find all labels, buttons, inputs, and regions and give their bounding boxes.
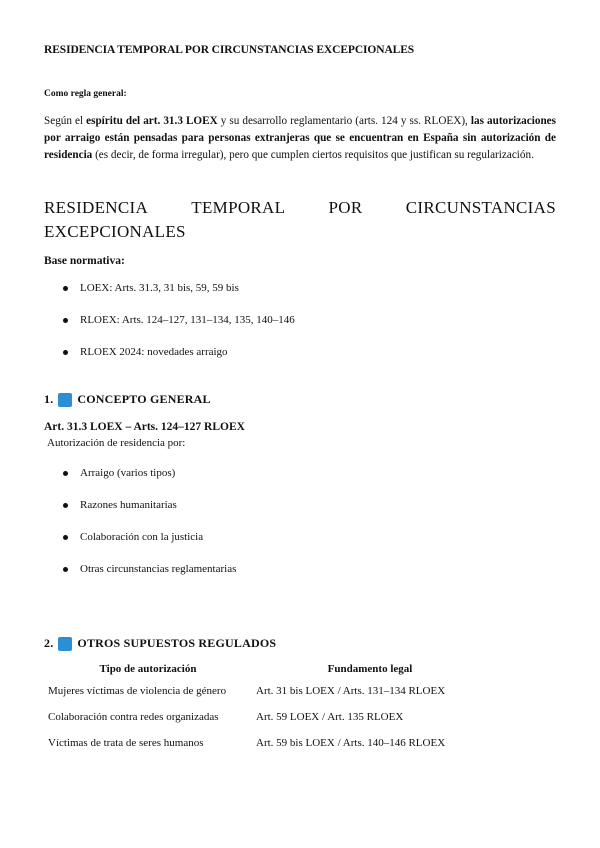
intro-text-2: y su desarrollo reglamentario (arts. 124 y ss. RLOEX), [217,115,471,127]
table-header-cell: Tipo de autorización [99,663,197,675]
table-cell: Art. 31 bis LOEX / Arts. 131–134 RLOEX [256,685,446,697]
base-normativa-label: Base normativa: [44,255,125,267]
list-item: RLOEX: Arts. 124–127, 131–134, 135, 140–146 [44,313,544,345]
base-normativa-list [44,281,544,377]
list-item: LOEX: Arts. 31.3, 31 bis, 59, 59 bis [44,281,544,313]
list-item: Razones humanitarias [44,498,544,530]
section-1-number: 1. [44,392,54,406]
document-title: RESIDENCIA TEMPORAL POR CIRCUNSTANCIAS EXCEPCIONALES [44,44,415,56]
intro-paragraph [44,113,556,164]
section-2-title: OTROS SUPUESTOS REGULADOS [77,636,277,650]
section-1-heading [44,392,211,407]
bullet-dot-icon [63,350,68,355]
intro-bold-2: las autorizaciones por arraigo están pensadas para personas extranjeras que se encuentran en España sin autorización de residencia [44,115,556,161]
section-2-number: 2. [44,636,54,650]
general-rule-label: Como regla general: [44,89,127,99]
intro-text-1: Según el [44,115,87,127]
bullet-dot-icon [63,471,68,476]
bullet-dot-icon [63,503,68,508]
bullet-dot-icon [63,567,68,572]
heading-word-1: RESIDENCIA [44,198,149,217]
table-row [44,678,488,704]
section-1-subtitle: Autorización de residencia por: [47,437,186,449]
table-cell: Colaboración contra redes organizadas [48,711,219,723]
table-row [44,704,488,730]
table-cell: Víctimas de trata de seres humanos [48,737,204,749]
bullet-dot-icon [63,318,68,323]
table-header-cell: Fundamento legal [327,663,413,675]
table-cell: Art. 59 bis LOEX / Arts. 140–146 RLOEX [256,737,446,749]
heading-word-2: TEMPORAL [191,198,286,217]
table-header-row [44,660,488,678]
heading-word-4: CIRCUNSTANCIAS [405,198,556,217]
list-item: Arraigo (varios tipos) [44,466,544,498]
section-1-title: CONCEPTO GENERAL [77,392,211,406]
list-item: RLOEX 2024: novedades arraigo [44,345,544,377]
supuestos-table [44,660,488,756]
intro-bold-1: espíritu del art. 31.3 LOEX [86,115,218,127]
section-1-list [44,466,544,594]
blue-square-icon [58,393,72,407]
intro-text-3: (es decir, de forma irregular), pero que cumplen ciertos requisitos que justifican su regularización. [92,149,534,161]
list-item: Colaboración con la justicia [44,530,544,562]
section-2-heading [44,636,276,651]
heading-word-5: EXCEPCIONALES [44,222,186,241]
blue-square-icon [58,637,72,651]
bullet-dot-icon [63,286,68,291]
table-row [44,730,488,756]
section-big-heading [44,196,556,244]
heading-word-3: POR [328,198,363,217]
bullet-dot-icon [63,535,68,540]
section-1-articles: Art. 31.3 LOEX – Arts. 124–127 RLOEX [44,421,245,433]
table-cell: Art. 59 LOEX / Art. 135 RLOEX [256,711,404,723]
table-cell: Mujeres víctimas de violencia de género [48,685,227,697]
list-item: Otras circunstancias reglamentarias [44,562,544,594]
